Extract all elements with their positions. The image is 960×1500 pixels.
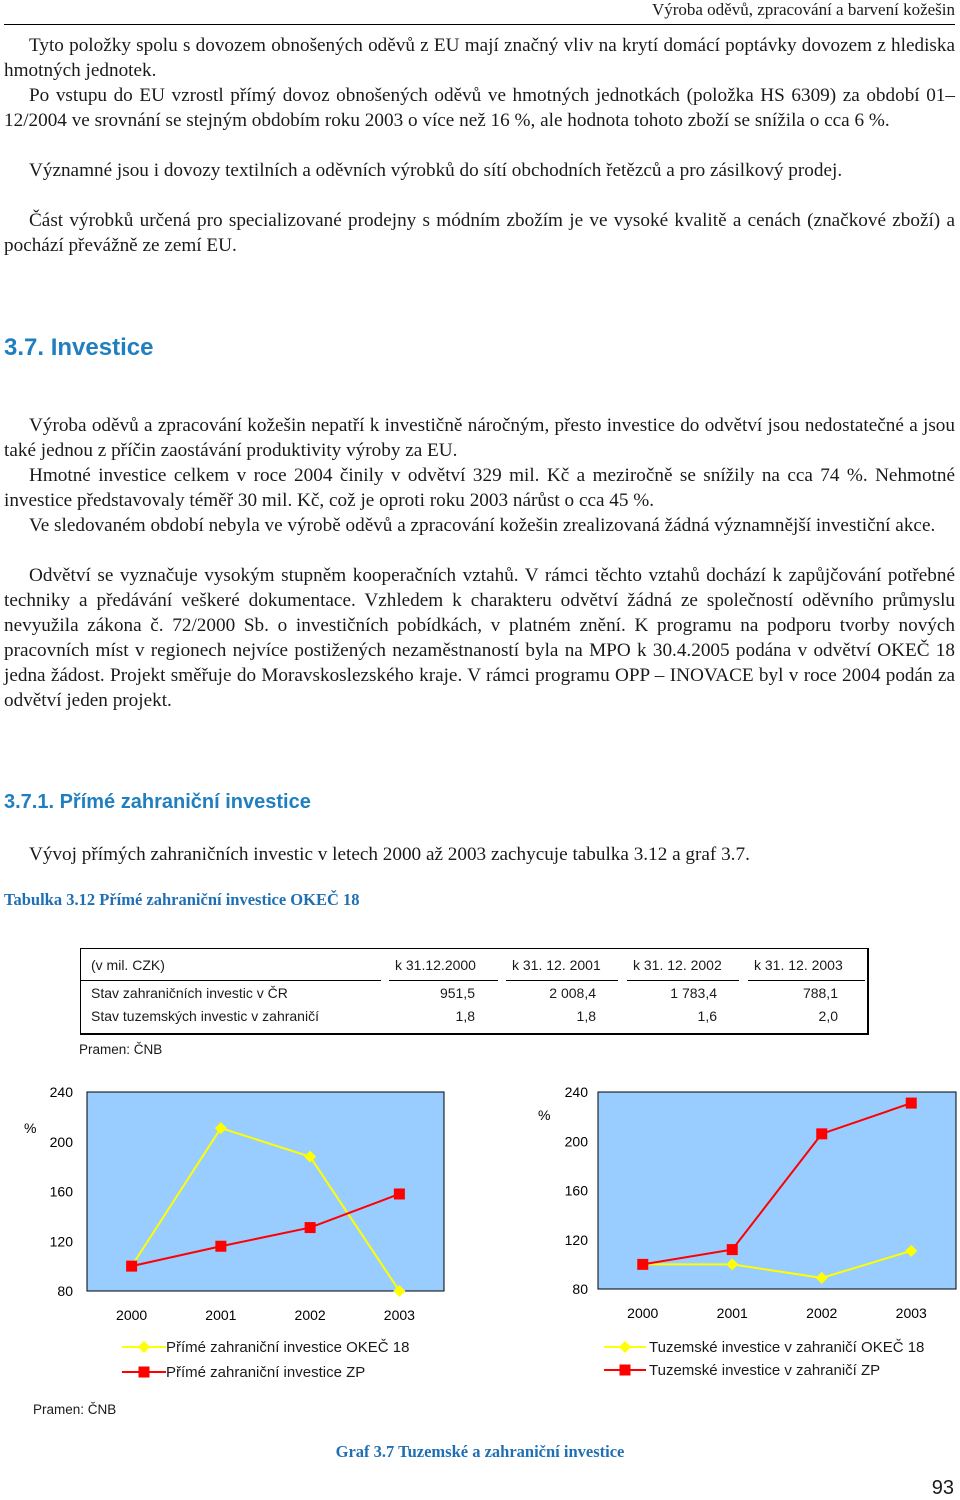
y-tick-label: 160 (49, 1183, 73, 1200)
table-row-label: Stav zahraničních investic v ČR (91, 985, 288, 1001)
graph-caption: Graf 3.7 Tuzemské a zahraniční investice (335, 1442, 625, 1461)
y-axis-label: % (24, 1120, 37, 1136)
data-point-square (906, 1098, 917, 1109)
table-rule-segment (389, 980, 498, 981)
data-point-square (215, 1241, 226, 1252)
page-number: 93 (931, 1477, 954, 1499)
y-tick-label: 120 (564, 1231, 588, 1248)
legend-marker-square (139, 1367, 150, 1378)
table-cell: 2,0 (818, 1008, 838, 1024)
investice-paragraph-4: Odvětví se vyznačuje vysokým stupněm kooperačních vztahů. V rámci těchto vztahů dochází k zapůjčování potřebné techniky a předávání veškeré dokumentace. Vzhledem k charakteru odvětví žádná ze společností oděvního průmyslu nevyužila zákona č. 72/2000 Sb. o investičních pobídkách, v platném znění. K programu na podporu tvorby nových pracovních míst v regionech nejvíce postižených nezaměstnaností byla na MPO k 30.4.2005 podána v odvětví OKEČ 18 jedna žádost. Projekt směřuje do Moravskoslezského kraje. V rámci programu OPP – INOVACE byl v roce 2004 podán za odvětví jeden projekt. (4, 565, 955, 711)
section-heading-investice: 3.7. Investice (4, 334, 154, 361)
y-tick-label: 240 (49, 1084, 73, 1100)
x-tick-label: 2002 (294, 1307, 326, 1323)
x-tick-label: 2000 (116, 1307, 148, 1323)
investment-table (80, 948, 869, 1035)
table-rule-segment (506, 980, 618, 981)
intro-paragraph-2: Po vstupu do EU vzrostl přímý dovoz obnošených oděvů ve hmotných jednotkách (položka HS 6309) za období 01–12/2004 ve srovnání se stejným obdobím roku 2003 o více než 16 %, ale hodnota tohoto zboží se snížila o cca 6 %. (4, 85, 955, 131)
table-cell: 1,8 (455, 1008, 475, 1024)
legend-label: Tuzemské investice v zahraničí OKEČ 18 (649, 1339, 925, 1356)
investice-paragraph-2: Hmotné investice celkem v roce 2004 činily v odvětví 329 mil. Kč a meziročně se snížily na cca 74 %. Nehmotné investice představovaly téměř 30 mil. Kč, což je oproti roku 2003 nárůst o cca 45 %. (4, 465, 955, 511)
y-tick-label: 80 (57, 1283, 73, 1299)
table-header-col-2003: k 31. 12. 2003 (754, 957, 843, 973)
intro-paragraph-4: Část výrobků určená pro specializované prodejny s módním zbožím je ve vysoké kvalitě a cenách (značkové zboží) a pochází převážně ze zemí EU. (4, 210, 955, 256)
legend-marker-diamond (138, 1341, 150, 1353)
y-tick-label: 120 (49, 1233, 73, 1250)
data-point-square (126, 1261, 137, 1272)
table-rule-segment (627, 980, 739, 981)
chart-pzi (0, 1080, 480, 1323)
table-rule-segment (81, 980, 381, 981)
y-tick-label: 240 (564, 1084, 588, 1100)
legend-label: Tuzemské investice v zahraničí ZP (649, 1362, 881, 1379)
legend-marker-square (620, 1365, 631, 1376)
data-point-square (816, 1128, 827, 1139)
header-rule (4, 24, 955, 25)
x-tick-label: 2003 (383, 1307, 415, 1323)
plot-area (87, 1092, 444, 1291)
legend-label: Přímé zahraniční investice OKEČ 18 (166, 1339, 410, 1356)
intro-paragraph-1: Tyto položky spolu s dovozem obnošených oděvů z EU mají značný vliv na krytí domácí poptávky dovozem z hlediska hmotných jednotek. (4, 35, 955, 81)
x-tick-label: 2000 (627, 1305, 659, 1321)
table-cell: 2 008,4 (549, 985, 596, 1001)
table-header-col-2002: k 31. 12. 2002 (633, 957, 722, 973)
table-row-label: Stav tuzemských investic v zahraničí (91, 1008, 319, 1024)
intro-paragraph-3: Významné jsou i dovozy textilních a oděvních výrobků do sítí obchodních řetězců a pro zásilkový prodej. (29, 160, 843, 181)
table-header-unit: (v mil. CZK) (91, 957, 165, 973)
legend-marker-diamond (619, 1341, 631, 1353)
chart-tuzemske (480, 1080, 960, 1321)
y-tick-label: 160 (564, 1182, 588, 1199)
table-caption: Tabulka 3.12 Přímé zahraniční investice OKEČ 18 (4, 890, 360, 909)
data-point-square (394, 1188, 405, 1199)
y-axis-label: % (538, 1107, 551, 1123)
investice-paragraph-1: Výroba oděvů a zpracování kožešin nepatří k investičně náročným, přesto investice do odvětví jsou nedostatečné a jsou také jednou z příčin zaostávání produktivity výroby za EU. (4, 415, 955, 461)
running-header: Výroba oděvů, zpracování a barvení kožešin (651, 0, 955, 19)
data-point-square (637, 1259, 648, 1270)
pzi-paragraph: Vývoj přímých zahraničních investic v letech 2000 až 2003 zachycuje tabulka 3.12 a graf 3.7. (29, 844, 750, 865)
x-tick-label: 2003 (895, 1305, 927, 1321)
y-tick-label: 200 (49, 1133, 73, 1150)
x-tick-label: 2001 (716, 1305, 748, 1321)
table-cell: 1,6 (697, 1008, 717, 1024)
y-tick-label: 200 (564, 1133, 588, 1150)
x-tick-label: 2002 (806, 1305, 838, 1321)
table-header-col-2000: k 31.12.2000 (395, 957, 476, 973)
data-point-square (305, 1222, 316, 1233)
table-cell: 1 783,4 (670, 985, 717, 1001)
table-cell: 788,1 (802, 985, 838, 1001)
investice-paragraph-3: Ve sledovaném období nebyla ve výrobě oděvů a zpracování kožešin zrealizovaná žádná významnější investiční akce. (29, 515, 936, 536)
table-cell: 1,8 (576, 1008, 596, 1024)
table-header-col-2001: k 31. 12. 2001 (512, 957, 601, 973)
table-rule-segment (748, 980, 865, 981)
table-cell: 951,5 (439, 985, 475, 1001)
table-source: Pramen: ČNB (79, 1042, 163, 1057)
x-tick-label: 2001 (205, 1307, 237, 1323)
legend-label: Přímé zahraniční investice ZP (166, 1364, 366, 1381)
charts-source: Pramen: ČNB (33, 1402, 117, 1417)
section-heading-pzi: 3.7.1. Přímé zahraniční investice (4, 791, 311, 813)
y-tick-label: 80 (572, 1281, 588, 1297)
data-point-square (727, 1244, 738, 1255)
